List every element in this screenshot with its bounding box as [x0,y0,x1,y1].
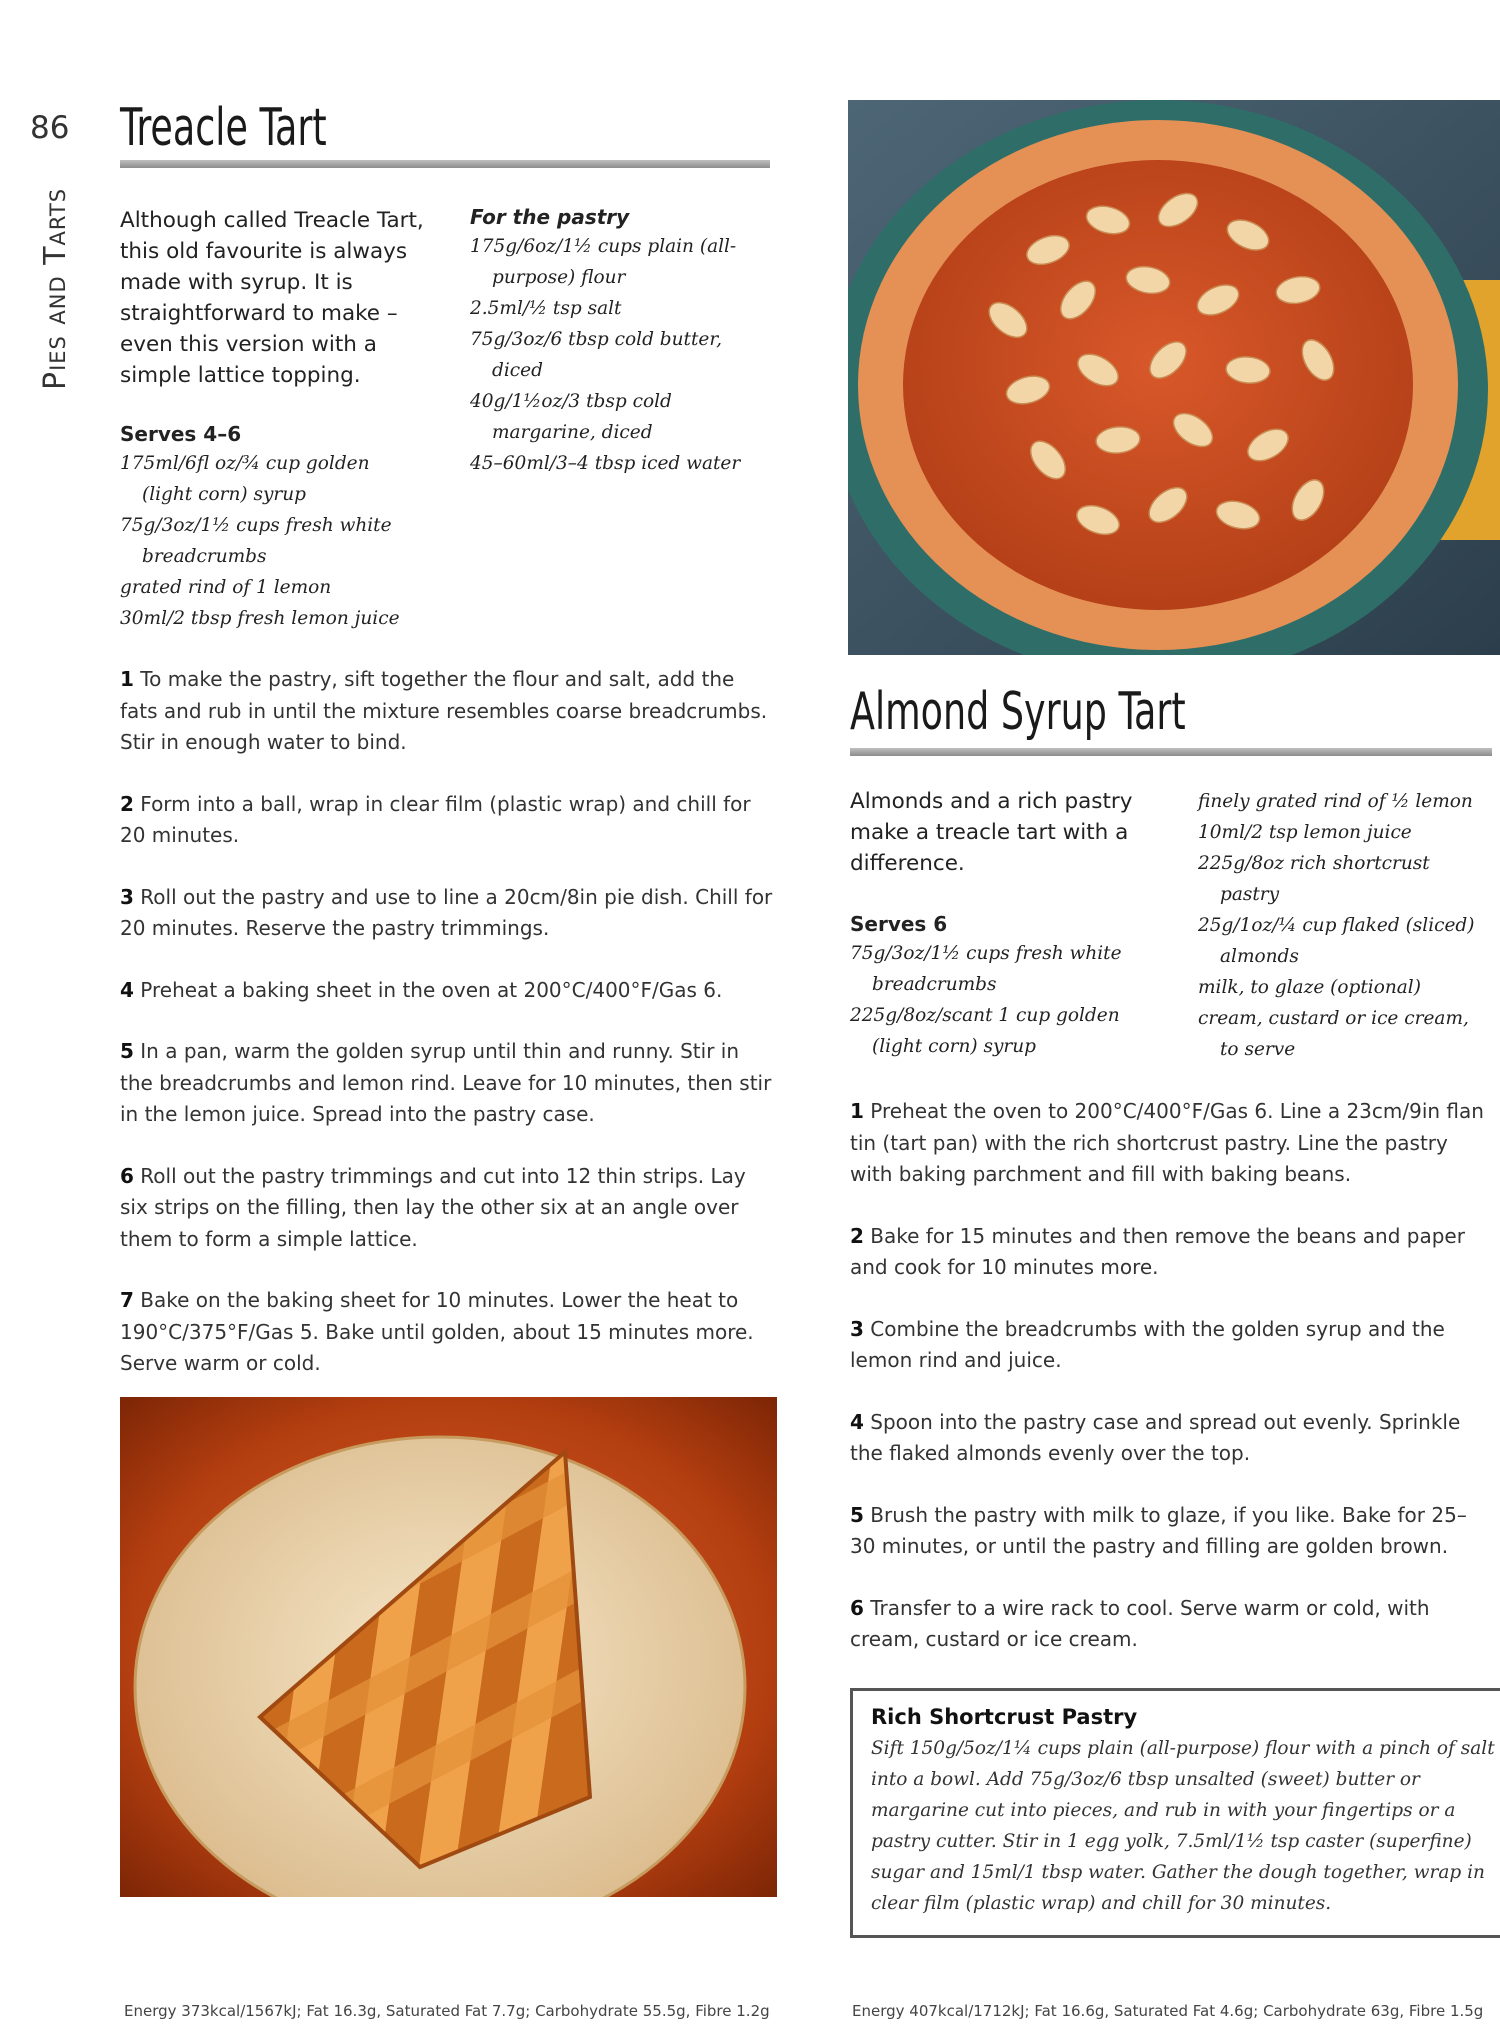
step-number: 1 [850,1099,864,1123]
method-step [850,1593,1490,1656]
step-number: 4 [850,1409,864,1434]
almond-serves-label: Serves 6 [850,912,948,936]
box-title: Rich Shortcrust Pastry [871,1705,1138,1729]
step-text: Transfer to a wire rack to cool. Serve warm or cold, with cream, custard or ice cream. [850,1595,1430,1651]
almond-nutrition: Energy 407kcal/1712kJ; Fat 16.6g, Saturated Fat 4.6g; Carbohydrate 63g, Fibre 1.5g [852,2002,1484,2020]
pastry-ingredient-item: 2.5ml/½ tsp salt [470,298,622,319]
treacle-tart-illustration [120,1397,777,1897]
treacle-tart-photo [120,1397,777,1897]
method-step [120,789,775,852]
almond-title-rule [850,748,1492,756]
step-number: 5 [850,1502,864,1527]
step-number: 1 [120,667,134,691]
method-step [120,1285,775,1380]
method-step [120,1161,775,1256]
method-step [120,664,775,759]
pastry-ingredient-item: 40g/1½oz/3 tbsp cold margarine, diced [470,391,672,443]
step-text: To make the pastry, sift together the flour and salt, add the fats and rub in until the mixture resembles coarse breadcrumbs. Stir in enough water to bind. [120,667,768,754]
method-step [120,882,775,945]
ingredient-item: finely grated rind of ½ lemon [1198,791,1473,812]
step-text: Bake on the baking sheet for 10 minutes. Lower the heat to 190°C/375°F/Gas 5. Bake until golden, about 15 minutes more. Serve warm or cold. [120,1288,754,1375]
almond-tart-illustration [848,100,1500,655]
treacle-intro: Although called Treacle Tart, this old favourite is always made with syrup. It is straightforward to make – even this version with a simple lattice topping. [120,208,424,388]
ingredient-item: cream, custard or ice cream, to serve [1198,1008,1469,1060]
method-step [120,975,775,1007]
ingredient-item: 10ml/2 tsp lemon juice [1198,822,1412,843]
treacle-serves-label: Serves 4–6 [120,422,242,446]
method-step [850,1407,1490,1470]
step-number: 3 [120,884,134,909]
step-number: 7 [120,1288,134,1312]
treacle-pastry-block [470,205,770,479]
ingredient-item: 25g/1oz/¼ cup flaked (sliced) almonds [1198,915,1475,967]
treacle-serves-block [120,422,420,634]
pastry-ingredient-item: 75g/3oz/6 tbsp cold butter, diced [470,329,723,381]
box-text: Sift 150g/5oz/1¼ cups plain (all-purpose) flour with a pinch of salt into a bowl. Add 75g/3oz/6 tbsp unsalted (sweet) butter or margarine cut into pieces, and rub in with your fingertips or a pastry cutter. Stir in 1 egg yolk, 7.5ml/1½ tsp caster (superfine) sugar and 15ml/1 tbsp water. Gather the dough together, wrap in clear film (plastic wrap) and chill for 30 minutes. [871,1738,1495,1914]
treacle-ingredient-list [120,448,420,634]
step-number: 2 [120,791,134,816]
almond-method [850,1096,1490,1686]
section-label: Pies and Tarts [38,187,73,390]
method-step [850,1096,1490,1191]
step-number: 2 [850,1223,864,1248]
step-text: Combine the breadcrumbs with the golden syrup and the lemon rind and juice. [850,1316,1445,1372]
step-number: 3 [850,1316,864,1341]
step-text: Roll out the pastry and use to line a 20cm/8in pie dish. Chill for 20 minutes. Reserve the pastry trimmings. [120,884,773,940]
step-number: 6 [120,1163,134,1188]
section-tab [38,188,73,390]
treacle-title: Treacle Tart [120,98,327,158]
treacle-method [120,664,775,1410]
almond-serves-block [850,912,1150,1062]
step-number: 5 [120,1039,134,1063]
step-text: Spoon into the pastry case and spread out evenly. Sprinkle the flaked almonds evenly over the top. [850,1409,1461,1465]
almond-ingredient-list-2 [1198,786,1493,1065]
step-text: Roll out the pastry trimmings and cut into 12 thin strips. Lay six strips on the filling, then lay the other six at an angle over them to form a simple lattice. [120,1163,746,1251]
pastry-ingredient-item: 45–60ml/3–4 tbsp iced water [470,453,741,474]
treacle-pastry-list [470,231,770,479]
almond-ingredient-list [850,938,1150,1062]
method-step [850,1500,1490,1563]
step-text: Bake for 15 minutes and then remove the beans and paper and cook for 10 minutes more. [850,1223,1465,1279]
ingredient-item: 225g/8oz/scant 1 cup golden (light corn) syrup [850,1005,1120,1057]
ingredient-item: 75g/3oz/1½ cups fresh white breadcrumbs [120,515,392,567]
step-text: Form into a ball, wrap in clear film (plastic wrap) and chill for 20 minutes. [120,791,751,847]
ingredient-item: milk, to glaze (optional) [1198,977,1421,998]
pastry-ingredient-item: 175g/6oz/1½ cups plain (all-purpose) flour [470,236,737,288]
ingredient-item: 30ml/2 tbsp fresh lemon juice [120,608,400,629]
step-number: 4 [120,977,134,1002]
step-number: 6 [850,1595,864,1620]
almond-tart-photo [848,100,1500,655]
treacle-pastry-label: For the pastry [470,205,630,229]
ingredient-item: 225g/8oz rich shortcrust pastry [1198,853,1430,905]
step-text: Preheat the oven to 200°C/400°F/Gas 6. Line a 23cm/9in flan tin (tart pan) with the rich shortcrust pastry. Line the pastry with baking parchment and fill with baking beans. [850,1099,1484,1186]
method-step [120,1036,775,1131]
step-text: Brush the pastry with milk to glaze, if you like. Bake for 25–30 minutes, or until the pastry and filling are golden brown. [850,1502,1467,1558]
step-text: In a pan, warm the golden syrup until thin and runny. Stir in the breadcrumbs and lemon rind. Leave for 10 minutes, then stir in the lemon juice. Spread into the pastry case. [120,1039,772,1126]
ingredient-item: 75g/3oz/1½ cups fresh white breadcrumbs [850,943,1122,995]
page-number: 86 [30,110,70,146]
almond-ingredients-col2-block [1198,786,1493,1065]
treacle-title-rule [120,160,770,168]
rich-shortcrust-box [850,1688,1500,1938]
treacle-nutrition: Energy 373kcal/1567kJ; Fat 16.3g, Saturated Fat 7.7g; Carbohydrate 55.5g, Fibre 1.2g [124,2002,770,2020]
almond-intro: Almonds and a rich pastry make a treacle tart with a difference. [850,789,1133,876]
step-text: Preheat a baking sheet in the oven at 200°C/400°F/Gas 6. [133,977,723,1002]
almond-title: Almond Syrup Tart [850,682,1186,742]
ingredient-item: 175ml/6fl oz/¾ cup golden (light corn) syrup [120,453,370,505]
ingredient-item: grated rind of 1 lemon [120,577,332,598]
method-step [850,1314,1490,1377]
method-step [850,1221,1490,1284]
